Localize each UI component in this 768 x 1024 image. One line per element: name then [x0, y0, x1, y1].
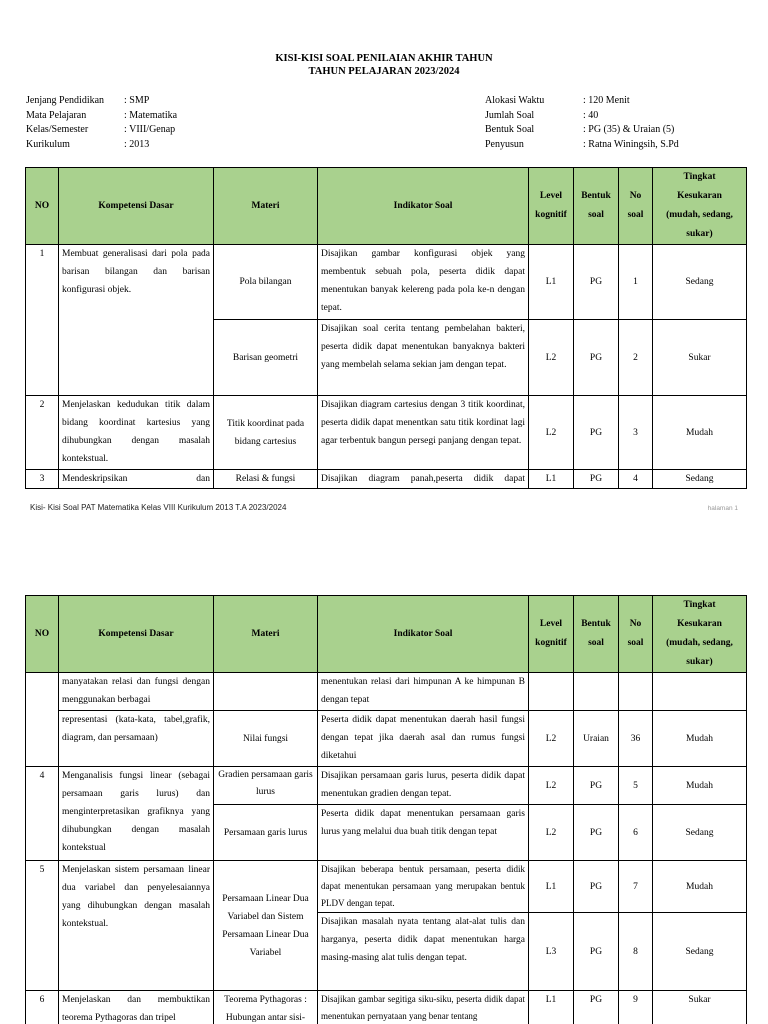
cell-tingkat: Sedang [653, 470, 747, 489]
cell-indikator: Disajikan soal cerita tentang pembelahan bakteri, peserta didik dapat menentukan banyaknya bakteri yang membelah selama sekian jam dengan tepat. [318, 320, 529, 396]
cell-bentuk: PG [574, 913, 619, 991]
cell-no: 5 [26, 861, 59, 991]
cell-nosoal: 4 [619, 470, 653, 489]
cell-no: 4 [26, 767, 59, 861]
meta-value: : PG (35) & Uraian (5) [583, 124, 675, 135]
cell-level: L2 [529, 396, 574, 470]
cell-materi: Relasi & fungsi [214, 470, 318, 489]
meta-value: : 40 [583, 109, 599, 121]
cell-materi: Nilai fungsi [214, 711, 318, 767]
cell-bentuk: PG [574, 861, 619, 913]
cell-tingkat: Sedang [653, 805, 747, 861]
cell-bentuk: PG [574, 320, 619, 396]
cell-nosoal: 6 [619, 805, 653, 861]
cell-level: L3 [529, 913, 574, 991]
cell-tingkat: Sukar [653, 320, 747, 396]
meta-label: Penyusun [485, 138, 524, 150]
cell-indikator: Disajikan diagram panah,peserta didik dapat [318, 470, 529, 489]
col-header-no: NO [26, 168, 59, 245]
col-header-no: NO [26, 596, 59, 673]
cell-level [529, 673, 574, 711]
cell-bentuk: PG [574, 767, 619, 805]
cell-level: L1 [529, 991, 574, 1024]
kisi-table-page-1 [25, 167, 747, 489]
meta-row [26, 138, 177, 153]
cell-bentuk: PG [574, 396, 619, 470]
cell-indikator: menentukan relasi dari himpunan A ke himpunan B dengan tepat [318, 673, 529, 711]
col-header-materi: Materi [214, 596, 318, 673]
page-number: halaman 1 [707, 505, 738, 512]
title-line-1: KISI-KISI SOAL PENILAIAN AKHIR TAHUN [275, 53, 493, 64]
cell-kd: manyatakan relasi dan fungsi dengan menggunakan berbagai [59, 673, 214, 711]
meta-row [26, 123, 177, 138]
table-row [26, 711, 747, 767]
meta-label: Jumlah Soal [485, 109, 535, 121]
cell-tingkat: Mudah [653, 767, 747, 805]
col-header-nosoal: No soal [619, 168, 653, 245]
cell-level: L2 [529, 805, 574, 861]
title-line-2: TAHUN PELAJARAN 2023/2024 [308, 66, 460, 77]
meta-label: Kelas/Semester [26, 124, 89, 135]
page-gap [0, 520, 768, 565]
col-header-indikator: Indikator Soal [318, 168, 529, 245]
col-header-kd: Kompetensi Dasar [59, 596, 214, 673]
col-header-indikator: Indikator Soal [318, 596, 529, 673]
table-row [26, 673, 747, 711]
meta-value: : VIII/Genap [124, 124, 176, 135]
cell-kd: Membuat generalisasi dari pola pada barisan bilangan dan barisan konfigurasi objek. [59, 245, 214, 396]
cell-kd: Mendeskripsikan dan [59, 470, 214, 489]
table-header-row [26, 596, 747, 673]
meta-label: Mata Pelajaran [26, 109, 87, 121]
cell-indikator: Peserta didik dapat menentukan daerah hasil fungsi dengan tepat jika daerah asal dan rumus fungsi diketahui [318, 711, 529, 767]
col-header-bentuk: Bentuk soal [574, 168, 619, 245]
col-header-materi: Materi [214, 168, 318, 245]
cell-tingkat: Mudah [653, 396, 747, 470]
meta-label: Jenjang Pendidikan [26, 95, 105, 106]
cell-nosoal: 8 [619, 913, 653, 991]
cell-level: L2 [529, 767, 574, 805]
cell-materi [214, 673, 318, 711]
cell-materi: Gradien persamaan garis lurus [214, 767, 318, 805]
cell-level: L1 [529, 861, 574, 913]
meta-right [485, 94, 679, 152]
table-row [26, 396, 747, 470]
col-header-tingkat: Tingkat Kesukaran (mudah, sedang, sukar) [653, 168, 747, 245]
cell-kd: Menganalisis fungsi linear (sebagai persamaan garis lurus) dan menginterpretasikan grafiknya yang dihubungkan dengan masalah kontekstual [59, 767, 214, 861]
cell-bentuk: PG [574, 805, 619, 861]
cell-materi: Pola bilangan [214, 245, 318, 320]
cell-tingkat: Mudah [653, 711, 747, 767]
col-header-level: Level kognitif [529, 596, 574, 673]
cell-level: L2 [529, 320, 574, 396]
cell-materi: Persamaan garis lurus [214, 805, 318, 861]
cell-no: 6 [26, 991, 59, 1024]
meta-label: Bentuk Soal [485, 124, 535, 135]
cell-bentuk: Uraian [574, 711, 619, 767]
cell-nosoal: 2 [619, 320, 653, 396]
cell-indikator: Peserta didik dapat menentukan persamaan garis lurus yang melalui dua buah titik dengan tepat [318, 805, 529, 861]
cell-indikator: Disajikan gambar konfigurasi objek yang membentuk sebuah pola, peserta didik dapat menentukan banyak kelereng pada pola ke-n dengan tepat. [318, 245, 529, 320]
col-header-nosoal: No soal [619, 596, 653, 673]
meta-value: : Matematika [124, 109, 178, 121]
cell-bentuk [574, 673, 619, 711]
table-row [26, 245, 747, 320]
cell-nosoal: 9 [619, 991, 653, 1024]
cell-materi: Teorema Pythagoras : Hubungan antar sisi- [214, 991, 318, 1024]
cell-nosoal [619, 673, 653, 711]
cell-tingkat [653, 673, 747, 711]
cell-bentuk: PG [574, 991, 619, 1024]
cell-indikator: Disajikan persamaan garis lurus, peserta didik dapat menentukan gradien dengan tepat. [318, 767, 529, 805]
cell-kd: representasi (kata-kata, tabel,grafik, diagram, dan persamaan) [59, 711, 214, 767]
table-row [26, 470, 747, 489]
table-row [26, 767, 747, 805]
cell-indikator: Disajikan masalah nyata tentang alat-alat tulis dan harganya, peserta didik dapat menentukan harga masing-masing alat tulis dengan tepat. [318, 913, 529, 991]
meta-left [26, 94, 177, 152]
cell-nosoal: 1 [619, 245, 653, 320]
cell-no [26, 673, 59, 767]
meta-label: Kurikulum [26, 138, 70, 150]
cell-materi: Titik koordinat pada bidang cartesius [214, 396, 318, 470]
cell-level: L2 [529, 711, 574, 767]
cell-no: 2 [26, 396, 59, 470]
table-row [26, 991, 747, 1024]
col-header-bentuk: Bentuk soal [574, 596, 619, 673]
cell-kd: Menjelaskan dan membuktikan teorema Pythagoras dan tripel [59, 991, 214, 1024]
cell-tingkat: Sedang [653, 913, 747, 991]
footer-text: Kisi- Kisi Soal PAT Matematika Kelas VIII Kurikulum 2013 T.A 2023/2024 [30, 503, 287, 512]
col-header-level: Level kognitif [529, 168, 574, 245]
document-title [0, 52, 768, 78]
meta-value: : 2013 [124, 138, 150, 150]
cell-indikator: Disajikan beberapa bentuk persamaan, peserta didik dapat menentukan persamaan yang merupakan bentuk PLDV dengan tepat. [318, 861, 529, 913]
meta-row [485, 123, 679, 138]
meta-row [485, 109, 679, 124]
meta-row [485, 94, 679, 109]
cell-nosoal: 5 [619, 767, 653, 805]
cell-materi: Barisan geometri [214, 320, 318, 396]
cell-tingkat: Sukar [653, 991, 747, 1024]
page-2 [0, 565, 768, 1024]
cell-materi: Persamaan Linear Dua Variabel dan Sistem Persamaan Linear Dua Variabel [214, 861, 318, 991]
cell-kd: Menjelaskan kedudukan titik dalam bidang koordinat kartesius yang dihubungkan dengan masalah kontekstual. [59, 396, 214, 470]
meta-label: Alokasi Waktu [485, 95, 545, 106]
table-header-row [26, 168, 747, 245]
cell-nosoal: 3 [619, 396, 653, 470]
cell-bentuk: PG [574, 245, 619, 320]
kisi-table-page-2 [25, 595, 747, 1024]
meta-row [26, 109, 177, 124]
cell-no: 1 [26, 245, 59, 396]
cell-no: 3 [26, 470, 59, 489]
cell-nosoal: 7 [619, 861, 653, 913]
meta-row [485, 138, 679, 153]
table-row [26, 861, 747, 913]
meta-value: : Ratna Winingsih, S.Pd [583, 138, 679, 150]
meta-value: : 120 Menit [583, 95, 630, 106]
col-header-kd: Kompetensi Dasar [59, 168, 214, 245]
cell-kd: Menjelaskan sistem persamaan linear dua variabel dan penyelesaiannya yang dihubungkan dengan masalah kontekstual. [59, 861, 214, 991]
cell-indikator: Disajikan diagram cartesius dengan 3 titik koordinat, peserta didik dapat menentkan satu titik kordinat lagi agar terbentuk bangun persegi panjang dengan tepat. [318, 396, 529, 470]
cell-level: L1 [529, 245, 574, 320]
cell-indikator: Disajikan gambar segitiga siku-siku, peserta didik dapat menentukan pernyataan yang benar tentang [318, 991, 529, 1024]
cell-nosoal: 36 [619, 711, 653, 767]
cell-tingkat: Sedang [653, 245, 747, 320]
cell-level: L1 [529, 470, 574, 489]
cell-tingkat: Mudah [653, 861, 747, 913]
cell-bentuk: PG [574, 470, 619, 489]
meta-row [26, 94, 177, 109]
col-header-tingkat: Tingkat Kesukaran (mudah, sedang, sukar) [653, 596, 747, 673]
meta-value: : SMP [124, 95, 150, 106]
